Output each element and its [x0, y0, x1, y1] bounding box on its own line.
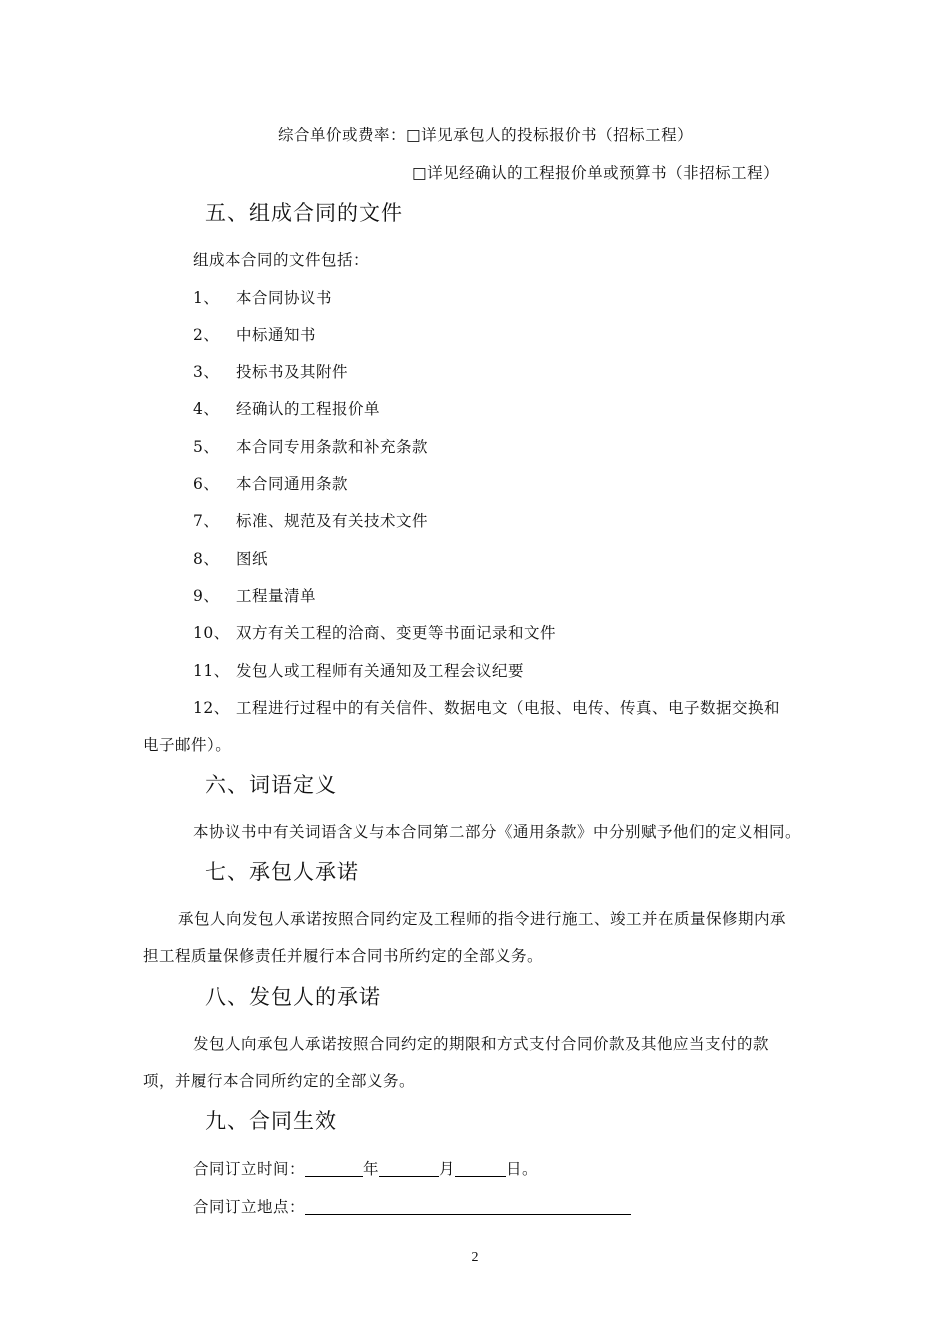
month-label: 月 — [439, 1160, 456, 1178]
section-7-title: 七、承包人承诺 — [205, 860, 359, 884]
list-item-continuation: 电子邮件）。 — [143, 736, 232, 754]
section-5-title: 五、组成合同的文件 — [205, 201, 403, 225]
list-item-number: 12、 — [193, 699, 230, 717]
list-item-text: 本合同专用条款和补充条款 — [236, 438, 429, 456]
list-item-number: 11、 — [193, 662, 230, 680]
contract-place-label: 合同订立地点： — [193, 1198, 306, 1216]
list-item-text: 本合同通用条款 — [236, 475, 349, 493]
list-item-text: 工程进行过程中的有关信件、数据电文（电报、电传、传真、电子数据交换和 — [236, 699, 781, 717]
list-item — [193, 435, 428, 457]
list-item-number: 3、 — [193, 363, 220, 381]
list-item-number: 1、 — [193, 289, 220, 307]
list-item — [193, 360, 348, 382]
list-item-text: 经确认的工程报价单 — [236, 400, 381, 418]
section-8-title: 八、发包人的承诺 — [205, 985, 381, 1009]
list-item — [193, 621, 556, 643]
section-8-line-2: 项，并履行本合同所约定的全部义务。 — [143, 1072, 416, 1090]
month-blank[interactable] — [379, 1175, 439, 1177]
list-item-number: 7、 — [193, 512, 220, 530]
list-item — [193, 509, 428, 531]
pricing-label: 综合单价或费率： — [278, 126, 407, 144]
list-item-number: 8、 — [193, 550, 220, 568]
list-item — [193, 397, 380, 419]
contract-place-line — [193, 1195, 631, 1217]
section-5-intro: 组成本合同的文件包括： — [193, 251, 370, 269]
pricing-option-1: □详见承包人的投标报价书（招标工程） — [406, 126, 694, 144]
list-item-text: 工程量清单 — [236, 587, 317, 605]
list-item-text: 本合同协议书 — [236, 289, 333, 307]
section-6-title: 六、词语定义 — [205, 773, 337, 797]
list-item-number: 9、 — [193, 587, 220, 605]
list-item-text: 投标书及其附件 — [236, 363, 349, 381]
list-item-number: 6、 — [193, 475, 220, 493]
list-item — [193, 547, 268, 569]
section-7-line-2: 担工程质量保修责任并履行本合同书所约定的全部义务。 — [143, 947, 544, 965]
list-item — [193, 323, 316, 345]
list-item — [193, 286, 332, 308]
pricing-option-2: □详见经确认的工程报价单或预算书（非招标工程） — [412, 164, 780, 182]
list-item — [193, 659, 524, 681]
section-8-line-1: 发包人向承包人承诺按照合同约定的期限和方式支付合同价款及其他应当支付的款 — [193, 1035, 770, 1053]
day-blank[interactable] — [455, 1175, 506, 1177]
list-item-text: 发包人或工程师有关通知及工程会议纪要 — [236, 662, 525, 680]
page-number: 2 — [471, 1250, 479, 1265]
year-blank[interactable] — [305, 1175, 363, 1177]
list-item-number: 5、 — [193, 438, 220, 456]
place-blank[interactable] — [305, 1213, 631, 1215]
pricing-line-1 — [278, 123, 693, 145]
list-item-text: 图纸 — [236, 550, 269, 568]
list-item-number: 2、 — [193, 326, 220, 344]
list-item-number: 4、 — [193, 400, 220, 418]
list-item — [193, 472, 348, 494]
day-label: 日。 — [506, 1160, 539, 1178]
section-7-line-1: 承包人向发包人承诺按照合同约定及工程师的指令进行施工、竣工并在质量保修期内承 — [178, 910, 787, 928]
section-9-title: 九、合同生效 — [205, 1109, 337, 1133]
list-item-text: 中标通知书 — [236, 326, 317, 344]
list-item-number: 10、 — [193, 624, 230, 642]
year-label: 年 — [363, 1160, 380, 1178]
list-item-text: 双方有关工程的洽商、变更等书面记录和文件 — [236, 624, 557, 642]
contract-date-label: 合同订立时间： — [193, 1160, 306, 1178]
list-item-text: 标准、规范及有关技术文件 — [236, 512, 429, 530]
section-6-body: 本协议书中有关词语含义与本合同第二部分《通用条款》中分别赋予他们的定义相同。 — [193, 823, 802, 841]
contract-date-line — [193, 1157, 538, 1179]
list-item — [193, 584, 316, 606]
list-item — [193, 696, 780, 718]
